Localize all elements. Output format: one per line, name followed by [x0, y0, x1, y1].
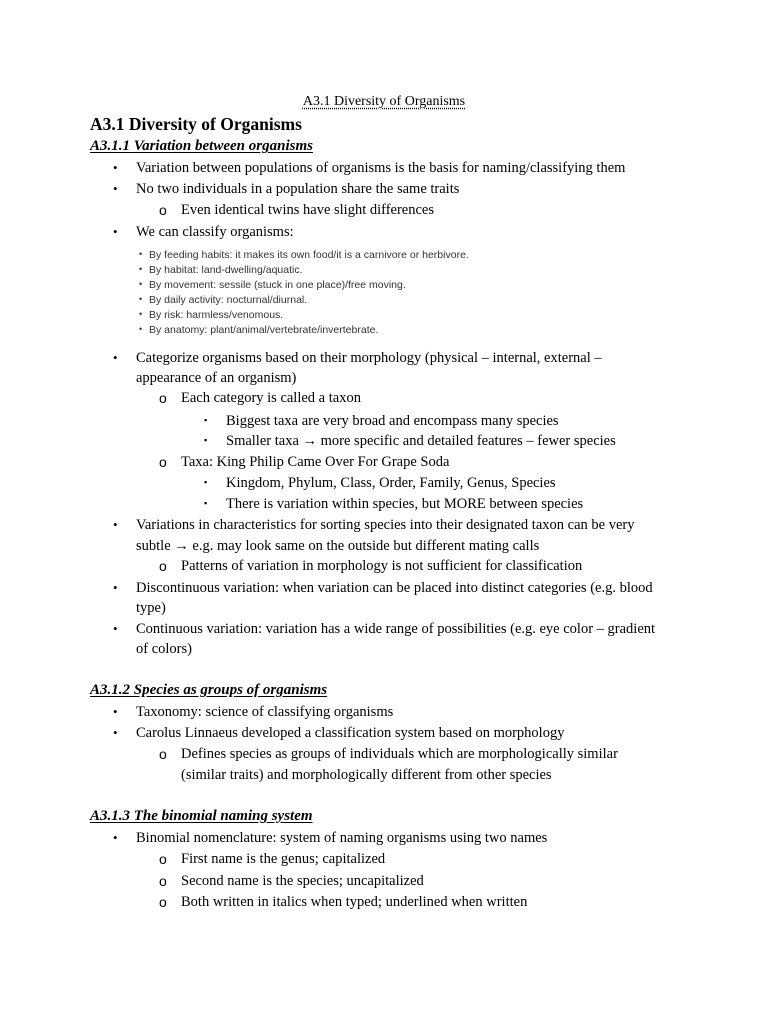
list-item: Carolus Linnaeus developed a classification system based on morphology: [136, 725, 565, 741]
list-item-continuation: of colors): [136, 641, 192, 657]
square-bullet-marker: ▪: [204, 415, 208, 425]
sub-bullet-marker: o: [159, 390, 167, 406]
list-item: Binomial nomenclature: system of naming organisms using two names: [136, 830, 548, 846]
sub-list-item: Taxa: King Philip Came Over For Grape Soda: [181, 454, 450, 470]
list-item-continuation: type): [136, 600, 166, 616]
criteria-text: By anatomy: plant/animal/vertebrate/invertebrate.: [149, 324, 379, 336]
bullet-marker: •: [113, 181, 118, 196]
bullet-marker: •: [139, 324, 143, 334]
sub-bullet-marker: o: [159, 851, 167, 867]
list-item: We can classify organisms:: [136, 224, 294, 240]
list-item: Variations in characteristics for sorting species into their designated taxon can be very: [136, 517, 635, 533]
bullet-marker: •: [139, 249, 143, 259]
list-item: Categorize organisms based on their morphology (physical – internal, external –: [136, 350, 602, 366]
sub-sub-list-item: Biggest taxa are very broad and encompass many species: [226, 413, 559, 429]
section-heading-species: A3.1.2 Species as groups of organisms: [90, 682, 328, 698]
criteria-text: By feeding habits: it makes its own food/it is a carnivore or herbivore.: [149, 249, 469, 261]
bullet-marker: •: [139, 309, 143, 319]
document-title: A3.1 Diversity of Organisms: [90, 114, 302, 134]
sub-bullet-marker: o: [159, 894, 167, 910]
square-bullet-marker: ▪: [204, 477, 208, 487]
sub-list-item: Even identical twins have slight differences: [181, 202, 434, 218]
sub-list-item: Each category is called a taxon: [181, 390, 361, 406]
bullet-marker: •: [139, 279, 143, 289]
list-item-text: e.g. may look same on the outside but different mating calls: [192, 538, 540, 554]
criteria-text: By risk: harmless/venomous.: [149, 309, 284, 321]
list-item: Continuous variation: variation has a wide range of possibilities (e.g. eye color – gradient: [136, 621, 656, 637]
sub-bullet-marker: o: [159, 558, 167, 574]
criteria-text: By habitat: land-dwelling/aquatic.: [149, 264, 303, 276]
list-item: No two individuals in a population share the same traits: [136, 181, 460, 197]
sub-sub-list-item: [226, 431, 616, 451]
list-item-text: Smaller taxa: [226, 433, 299, 449]
bullet-marker: •: [113, 704, 118, 719]
sub-bullet-marker: o: [159, 202, 167, 218]
criteria-text: By movement: sessile (stuck in one place)/free moving.: [149, 279, 406, 291]
bullet-marker: •: [139, 294, 143, 304]
sub-list-item: Defines species as groups of individuals which are morphologically similar: [181, 746, 618, 762]
sub-list-item: First name is the genus; capitalized: [181, 851, 386, 867]
classification-criteria-image: [139, 249, 479, 341]
section-heading-variation: A3.1.1 Variation between organisms: [90, 138, 313, 154]
list-item-continuation: appearance of an organism): [136, 370, 297, 386]
bullet-marker: •: [113, 725, 118, 740]
section-heading-binomial: A3.1.3 The binomial naming system: [90, 808, 313, 824]
sub-list-item-continuation: (similar traits) and morphologically different from other species: [181, 767, 552, 783]
list-item-text: subtle: [136, 538, 171, 554]
sub-bullet-marker: o: [159, 873, 167, 889]
sub-sub-list-item: There is variation within species, but MORE between species: [226, 496, 584, 512]
square-bullet-marker: ▪: [204, 498, 208, 508]
sub-sub-list-item: Kingdom, Phylum, Class, Order, Family, Genus, Species: [226, 475, 556, 491]
list-item: Taxonomy: science of classifying organisms: [136, 704, 394, 720]
bullet-marker: •: [113, 160, 118, 175]
bullet-marker: •: [113, 350, 118, 365]
sub-list-item: Both written in italics when typed; underlined when written: [181, 894, 528, 910]
square-bullet-marker: ▪: [204, 435, 208, 445]
bullet-marker: •: [113, 830, 118, 845]
running-header: A3.1 Diversity of Organisms: [302, 94, 466, 109]
sub-list-item: Second name is the species; uncapitalized: [181, 873, 424, 889]
list-item-text: more specific and detailed features – fewer species: [320, 433, 616, 449]
bullet-marker: •: [113, 517, 118, 532]
bullet-marker: •: [113, 580, 118, 595]
sub-bullet-marker: o: [159, 454, 167, 470]
arrow-icon: →: [302, 433, 318, 449]
list-item-continuation: [136, 536, 539, 556]
bullet-marker: •: [113, 621, 118, 636]
bullet-marker: •: [139, 264, 143, 274]
arrow-icon: →: [174, 538, 189, 554]
sub-list-item: Patterns of variation in morphology is not sufficient for classification: [181, 558, 583, 574]
criteria-text: By daily activity: nocturnal/diurnal.: [149, 294, 308, 306]
bullet-marker: •: [113, 224, 118, 239]
list-item: Discontinuous variation: when variation can be placed into distinct categories (e.g. blood: [136, 580, 653, 596]
sub-bullet-marker: o: [159, 746, 167, 762]
list-item: Variation between populations of organisms is the basis for naming/classifying them: [136, 160, 626, 176]
